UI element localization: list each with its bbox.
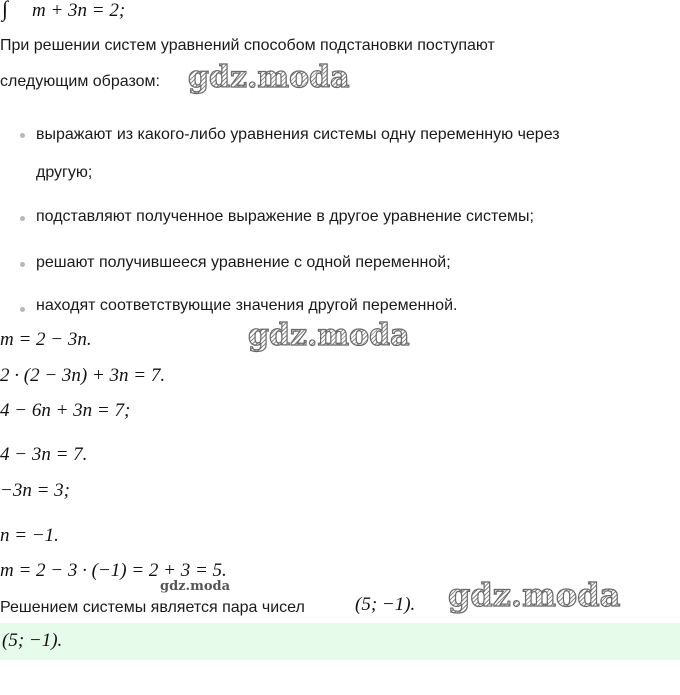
step-m-value: m = 2 − 3 · (−1) = 2 + 3 = 5. <box>0 560 227 581</box>
answer-value: (5; −1). <box>2 630 63 651</box>
list-bullet <box>20 216 25 221</box>
step-expand: 4 − 6n + 3n = 7; <box>0 400 131 421</box>
watermark: gdz.moda <box>248 318 410 353</box>
system-brace: ∫ <box>2 0 9 21</box>
list-bullet <box>20 307 25 312</box>
intro-line-1: При решении систем уравнений способом подстановки поступают <box>0 37 495 54</box>
list-bullet <box>20 133 25 138</box>
step-isolate: −3n = 3; <box>0 480 70 501</box>
intro-line-2: следующим образом: <box>0 73 160 90</box>
list-item-continuation: другую; <box>36 164 93 181</box>
step-express-m: m = 2 − 3n. <box>0 329 92 350</box>
list-item: находят соответствующие значения другой переменной. <box>36 297 458 314</box>
step-n-value: n = −1. <box>0 525 59 546</box>
list-item: выражают из какого-либо уравнения системы одну переменную через <box>36 126 560 143</box>
watermark: gdz.moda <box>188 60 350 95</box>
list-item: подставляют полученное выражение в другое уравнение системы; <box>36 208 534 225</box>
step-simplify: 4 − 3n = 7. <box>0 444 88 465</box>
step-substitute: 2 · (2 − 3n) + 3n = 7. <box>0 365 166 386</box>
answer-box <box>0 623 680 660</box>
list-bullet <box>20 262 25 267</box>
conclusion-text: Решением системы является пара чисел <box>0 599 305 616</box>
conclusion-pair: (5; −1). <box>355 594 416 615</box>
list-item: решают получившееся уравнение с одной переменной; <box>36 254 451 271</box>
watermark: gdz.moda <box>448 576 621 614</box>
watermark-small: gdz.moda <box>160 579 231 594</box>
system-equation-2: m + 3n = 2; <box>32 0 126 21</box>
